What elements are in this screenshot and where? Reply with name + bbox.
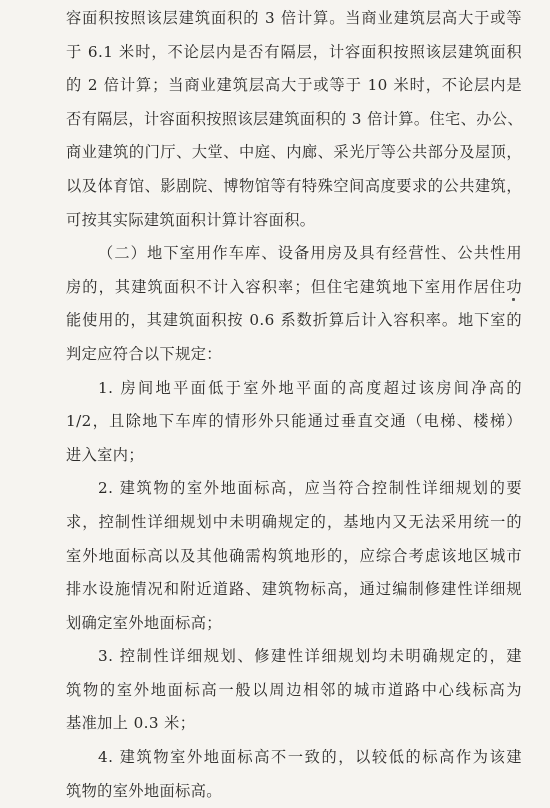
- text-line: 商业建筑的门厅、大堂、中庭、内廊、采光厅等公共部分及屋顶，: [66, 143, 522, 162]
- section-heading-line: （二）地下室用作车库、设备用房及具有经营性、公共性用: [98, 244, 522, 263]
- text-line: 容面积按照该层建筑面积的 3 倍计算。当商业建筑层高大于或等: [66, 9, 522, 27]
- text-line: 求，控制性详细规划中未明确规定的，基地内又无法采用统一的: [66, 512, 522, 531]
- text-line: 以及体育馆、影剧院、博物馆等有特殊空间高度要求的公共建筑，: [66, 176, 522, 195]
- text-line: 进入室内；: [66, 445, 144, 464]
- text-line: 房的，其建筑面积不计入容积率；但住宅建筑地下室用作居住功: [66, 277, 522, 296]
- text-line: 筑物的室外地面标高。: [66, 781, 222, 800]
- text-line: 可按其实际建筑面积计算计容面积。: [66, 210, 316, 229]
- ink-speck: [512, 298, 515, 301]
- text-line: 判定应符合以下规定：: [66, 344, 222, 363]
- list-item-2-line: 2. 建筑物的室外地面标高，应当符合控制性详细规划的要: [98, 479, 522, 498]
- text-line: 排水设施情况和附近道路、建筑物标高，通过编制修建性详细规: [66, 580, 522, 599]
- list-item-1-line: 1. 房间地平面低于室外地平面的高度超过该房间净高的: [98, 378, 522, 397]
- text-line: 划确定室外地面标高；: [66, 613, 222, 632]
- list-item-3-line: 3. 控制性详细规划、修建性详细规划均未明确规定的，建: [98, 647, 522, 666]
- list-item-4-line: 4. 建筑物室外地面标高不一致的，以较低的标高作为该建: [98, 748, 522, 767]
- text-line: 1/2，且除地下车库的情形外只能通过垂直交通（电梯、楼梯）: [66, 412, 522, 431]
- text-line: 筑物的室外地面标高一般以周边相邻的城市道路中心线标高为: [66, 680, 522, 699]
- text-line: 的 2 倍计算；当商业建筑层高大于或等于 10 米时，不论层内是: [66, 76, 522, 95]
- text-line: 否有隔层，计容面积按照该层建筑面积的 3 倍计算。住宅、办公、: [66, 109, 523, 128]
- text-line: 基准加上 0.3 米；: [66, 714, 196, 733]
- text-line: 室外地面标高以及其他确需构筑地形的，应综合考虑该地区城市: [66, 546, 522, 565]
- text-line: 能使用的，其建筑面积按 0.6 系数折算后计入容积率。地下室的: [66, 311, 522, 330]
- text-line: 于 6.1 米时，不论层内是否有隔层，计容面积按照该层建筑面积: [66, 42, 522, 61]
